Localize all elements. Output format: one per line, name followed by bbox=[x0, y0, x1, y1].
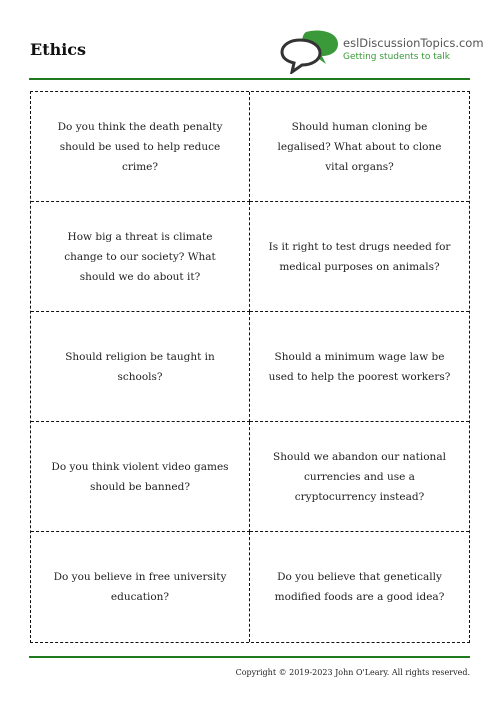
discussion-card: Should human cloning be legalised? What about to clone vital organs? bbox=[250, 92, 469, 202]
discussion-card: Do you believe that genetically modified foods are a good idea? bbox=[274, 571, 445, 603]
discussion-card: Do you think violent video games should be banned? bbox=[31, 422, 250, 532]
discussion-card: How big a threat is climate change to our society? What should we do about it? bbox=[31, 202, 250, 312]
discussion-card-grid bbox=[30, 91, 470, 643]
site-name: eslDiscussionTopics.com bbox=[343, 36, 484, 50]
site-tagline: Getting students to talk bbox=[343, 52, 450, 62]
site-logo bbox=[280, 28, 484, 74]
copyright-notice: Copyright © 2019-2023 John O'Leary. All rights reserved. bbox=[235, 668, 470, 677]
discussion-card: Should a minimum wage law be used to help the poorest workers? bbox=[250, 312, 469, 422]
footer-divider bbox=[29, 656, 470, 658]
header-divider bbox=[29, 78, 470, 80]
discussion-card: Do you believe in free university education? bbox=[31, 532, 250, 642]
discussion-card: Do you think the death penalty should be used to help reduce crime? bbox=[31, 92, 250, 202]
page-title: Ethics bbox=[30, 40, 87, 59]
discussion-card: Is it right to test drugs needed for medical purposes on animals? bbox=[250, 202, 469, 312]
speech-bubbles-icon bbox=[280, 28, 342, 74]
discussion-card: Should we abandon our national currencies and use a cryptocurrency instead? bbox=[250, 422, 469, 532]
discussion-card: Should religion be taught in schools? bbox=[31, 312, 250, 422]
